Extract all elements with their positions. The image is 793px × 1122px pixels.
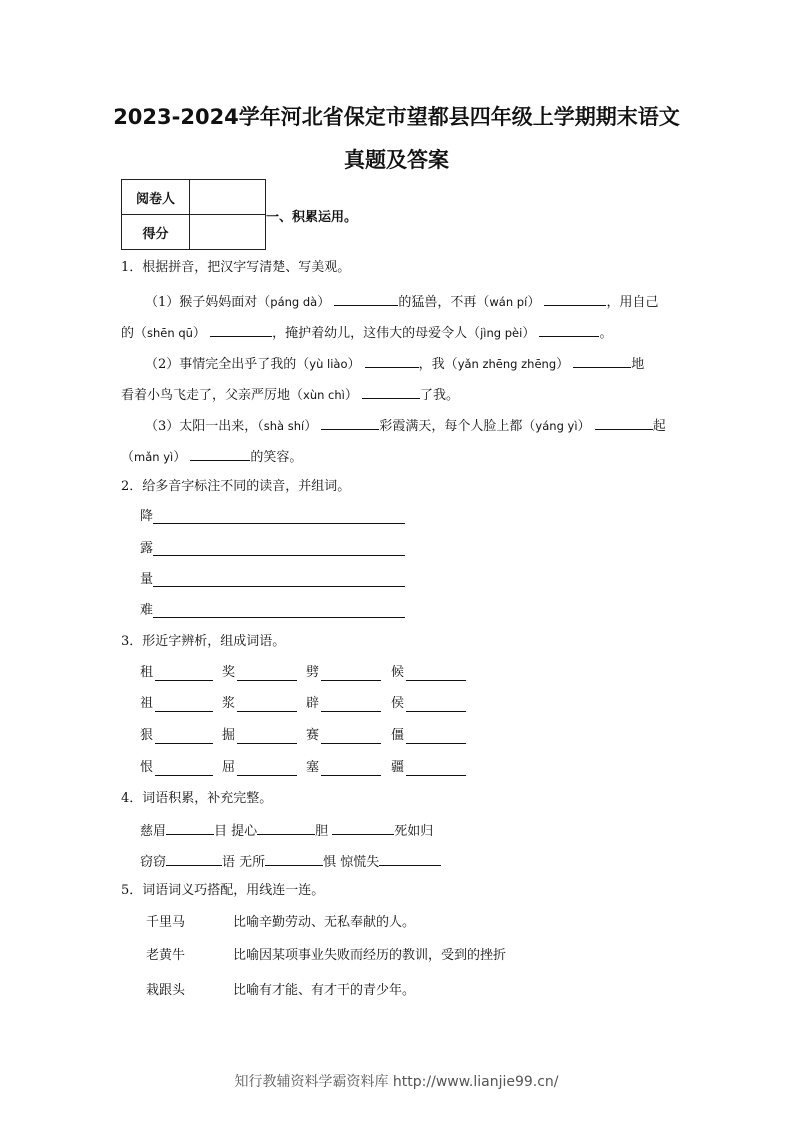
similar-char: 塞	[306, 760, 320, 775]
q1-sentence2-cont: 看着小鸟飞走了，父亲严厉地（xùn chì） 了我。	[121, 384, 459, 405]
answer-blank[interactable]	[265, 851, 323, 866]
answer-line[interactable]	[155, 680, 213, 681]
answer-line[interactable]	[153, 617, 405, 618]
pinyin: shà shí	[263, 419, 305, 433]
q4-stem: 4．词语积累，补充完整。	[121, 791, 273, 806]
similar-char: 候	[391, 665, 405, 680]
score-label: 得分	[122, 215, 190, 250]
reviewer-label: 阅卷人	[122, 180, 190, 215]
answer-blank[interactable]	[365, 353, 419, 368]
q1-sentence1-cont: 的（shēn qū） ，掩护着幼儿，这伟大的母爱令人（jìng pèi） 。	[121, 322, 612, 343]
similar-char: 租	[140, 665, 154, 680]
answer-blank[interactable]	[210, 322, 272, 337]
q5-stem: 5．词语词义巧搭配，用线连一连。	[121, 883, 325, 898]
pinyin: yáng yì	[535, 419, 578, 433]
answer-blank[interactable]	[539, 322, 599, 337]
q1-sentence1: （1）猴子妈妈面对（páng dà） 的猛兽，不再（wán pí） ，用自己	[145, 291, 658, 312]
pinyin: páng dà	[270, 295, 318, 309]
q4-row1: 慈眉 目 提心 胆 死如归	[140, 820, 433, 841]
similar-char: 奖	[222, 665, 236, 680]
polyphone-char: 量	[140, 572, 154, 587]
q1-sentence2: （2）事情完全出乎了我的（yù liào） ，我（yǎn zhēng zhēng） 地	[145, 353, 644, 374]
q1-sentence3: （3）太阳一出来，（shà shí） 彩霞满天，每个人脸上都（yáng yì） 起	[145, 415, 666, 436]
answer-line[interactable]	[406, 711, 466, 712]
answer-blank[interactable]	[190, 446, 250, 461]
answer-line[interactable]	[406, 680, 466, 681]
q2-stem: 2．给多音字标注不同的读音，并组词。	[121, 479, 351, 494]
answer-line[interactable]	[406, 775, 466, 776]
answer-blank[interactable]	[334, 291, 398, 306]
answer-line[interactable]	[237, 680, 297, 681]
pinyin: xùn chì	[303, 388, 345, 402]
answer-line[interactable]	[153, 523, 405, 524]
answer-line[interactable]	[153, 555, 405, 556]
match-word[interactable]: 老黄牛	[146, 948, 186, 963]
q3-stem: 3．形近字辨析，组成词语。	[121, 634, 286, 649]
answer-blank[interactable]	[573, 353, 631, 368]
answer-line[interactable]	[155, 775, 213, 776]
match-meaning[interactable]: 比喻辛勤劳动、无私奉献的人。	[233, 915, 416, 930]
page-title-line2: 真题及答案	[344, 148, 449, 172]
pinyin: yǎn zhēng zhēng	[457, 357, 557, 371]
similar-char: 狠	[140, 728, 154, 743]
similar-char: 屈	[222, 760, 236, 775]
q4-row2: 窃窃 语 无所 惧 惊慌失	[140, 851, 441, 872]
answer-line[interactable]	[321, 775, 381, 776]
polyphone-char: 露	[140, 541, 154, 556]
match-word[interactable]: 千里马	[146, 915, 186, 930]
footer-watermark: 知行教辅资料学霸资料库 http://www.lianjie99.cn/	[234, 1074, 559, 1090]
answer-line[interactable]	[237, 775, 297, 776]
answer-line[interactable]	[406, 743, 466, 744]
answer-line[interactable]	[153, 586, 405, 587]
similar-char: 疆	[391, 760, 405, 775]
score-table	[121, 179, 266, 250]
answer-line[interactable]	[237, 711, 297, 712]
answer-line[interactable]	[321, 680, 381, 681]
reviewer-cell[interactable]	[190, 180, 266, 215]
answer-line[interactable]	[321, 743, 381, 744]
answer-line[interactable]	[155, 711, 213, 712]
answer-blank[interactable]	[595, 415, 653, 430]
q1-stem: 1．根据拼音，把汉字写清楚、写美观。	[121, 260, 351, 275]
answer-blank[interactable]	[257, 820, 315, 835]
match-meaning[interactable]: 比喻因某项事业失败而经历的教训，受到的挫折	[233, 948, 507, 963]
answer-blank[interactable]	[332, 820, 394, 835]
polyphone-char: 难	[140, 603, 154, 618]
similar-char: 劈	[306, 665, 320, 680]
pinyin: yù liào	[309, 357, 348, 371]
answer-line[interactable]	[237, 743, 297, 744]
answer-blank[interactable]	[362, 384, 420, 399]
answer-blank[interactable]	[321, 415, 379, 430]
pinyin: jìng pèi	[480, 326, 523, 340]
pinyin: mǎn yì	[134, 450, 174, 464]
page-title: 2023-2024学年河北省保定市望都县四年级上学期期末语文	[113, 105, 680, 129]
answer-blank[interactable]	[544, 291, 606, 306]
pinyin: wán pí	[489, 295, 528, 309]
answer-blank[interactable]	[379, 851, 441, 866]
polyphone-char: 降	[140, 509, 154, 524]
answer-blank[interactable]	[166, 820, 214, 835]
similar-char: 僵	[391, 728, 405, 743]
q1-sentence3-cont: （mǎn yì） 的笑容。	[121, 446, 302, 467]
answer-line[interactable]	[155, 743, 213, 744]
match-word[interactable]: 栽跟头	[146, 983, 186, 998]
similar-char: 辟	[306, 696, 320, 711]
answer-line[interactable]	[321, 711, 381, 712]
similar-char: 赛	[306, 728, 320, 743]
answer-blank[interactable]	[166, 851, 222, 866]
similar-char: 掘	[222, 728, 236, 743]
similar-char: 侯	[391, 696, 405, 711]
match-meaning[interactable]: 比喻有才能、有才干的青少年。	[233, 983, 416, 998]
similar-char: 恨	[140, 760, 154, 775]
similar-char: 祖	[140, 696, 154, 711]
similar-char: 浆	[222, 696, 236, 711]
score-cell[interactable]	[190, 215, 266, 250]
section-heading: 一、积累运用。	[266, 210, 358, 225]
pinyin: shēn qū	[147, 326, 193, 340]
